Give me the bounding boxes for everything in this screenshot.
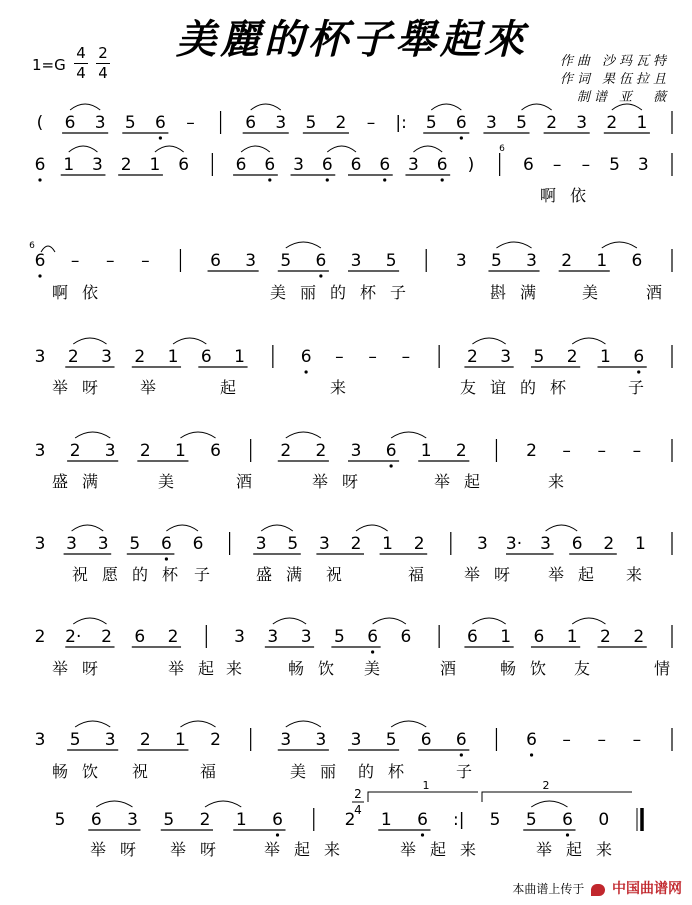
note: 1 xyxy=(175,730,186,750)
slur xyxy=(327,146,356,152)
note: 3 xyxy=(34,730,46,750)
note: 2 xyxy=(335,113,347,133)
lyric: 子 xyxy=(628,378,659,397)
lyric: 友谊的杯 xyxy=(460,378,581,397)
note: 5 xyxy=(69,730,81,750)
lyric: 祝 xyxy=(132,762,163,781)
octave-dot xyxy=(566,833,569,836)
lyric: 来 xyxy=(548,472,579,491)
note: 3 xyxy=(127,810,138,830)
lyric: 福 xyxy=(200,762,231,781)
notation-symbol: – xyxy=(562,730,571,750)
note: 2 xyxy=(120,155,132,175)
time-signature-2-4: 2 4 xyxy=(96,46,110,81)
note: 3 xyxy=(526,251,537,271)
lyric: 举呀 xyxy=(312,472,373,491)
page-title: 美麗的杯子舉起來 xyxy=(176,16,528,63)
note: 6 xyxy=(436,155,448,175)
slur xyxy=(73,618,106,624)
note: 3 xyxy=(34,534,46,554)
lyric: 举呀 xyxy=(52,659,113,678)
note: 1 xyxy=(500,627,512,647)
composer-credit: 作曲 沙玛瓦特 xyxy=(559,54,670,69)
lyric: 举呀 xyxy=(90,840,151,859)
lyric: 举呀 xyxy=(170,840,231,859)
note: 1 xyxy=(600,347,611,367)
slur xyxy=(96,801,132,807)
slur xyxy=(431,104,461,110)
slur xyxy=(572,338,605,344)
notation-symbol: – xyxy=(562,441,571,461)
note: 3 xyxy=(97,534,109,554)
footer xyxy=(512,878,682,898)
note: 6 xyxy=(367,627,379,647)
lyric: 酒 xyxy=(440,659,471,678)
note: 2 xyxy=(350,534,362,554)
note: 3 xyxy=(34,441,46,461)
note: 2 xyxy=(606,113,618,133)
note: 3 xyxy=(92,155,103,175)
note: 3 xyxy=(293,155,304,175)
lyric: 子 xyxy=(456,762,487,781)
note: 6 xyxy=(533,627,545,647)
note: 2 xyxy=(561,251,573,271)
slur xyxy=(612,104,642,110)
note: 5 xyxy=(516,113,527,133)
note: 6 xyxy=(321,155,333,175)
notation-symbol: – xyxy=(632,441,642,461)
slur xyxy=(286,721,321,727)
note: 2 xyxy=(455,441,467,461)
octave-dot xyxy=(637,370,640,373)
note: 2 xyxy=(413,534,425,554)
lyric: 举起 xyxy=(548,565,609,584)
note: 3 xyxy=(540,534,552,554)
note: 6 xyxy=(571,534,583,554)
lyric: 酒 xyxy=(236,472,267,491)
grace-note: 6 xyxy=(29,241,35,251)
octave-dot xyxy=(460,753,463,756)
key-signature: 1=G xyxy=(32,56,66,74)
lyric: 友 xyxy=(574,659,605,678)
note: 6 xyxy=(34,155,46,175)
note: 2 xyxy=(344,810,356,830)
note: 3 xyxy=(408,155,419,175)
lyric: 举起 xyxy=(168,659,229,678)
note: 2 xyxy=(467,347,478,367)
note: 6 xyxy=(467,627,478,647)
lyric: 啊依 xyxy=(540,186,601,205)
octave-dot xyxy=(326,178,329,181)
slur xyxy=(173,338,206,344)
note: 3 xyxy=(234,627,245,647)
lyric: 啊依 xyxy=(52,283,113,302)
slur xyxy=(531,801,567,807)
octave-dot xyxy=(165,557,168,560)
note: 1 xyxy=(175,441,186,461)
lyric: 美 xyxy=(158,472,189,491)
note: 3 xyxy=(104,441,116,461)
lyric: 酒 xyxy=(646,283,677,302)
note: 3 xyxy=(318,534,330,554)
note: 6 xyxy=(633,347,645,367)
lyric: 子 xyxy=(194,565,225,584)
note: 1 xyxy=(235,810,247,830)
arranger-credit: 制谱 亚 薇 xyxy=(576,90,670,105)
note: 2 xyxy=(566,347,578,367)
note: 6 xyxy=(385,441,397,461)
lyric: 美 xyxy=(364,659,395,678)
notation-symbol: ( xyxy=(36,113,44,133)
notation-symbol: – xyxy=(597,441,607,461)
slur xyxy=(73,338,106,344)
lyric: 美丽 xyxy=(290,762,351,781)
note: 2 xyxy=(315,441,327,461)
note: 5 xyxy=(525,810,537,830)
slur xyxy=(546,525,578,531)
note: 2 xyxy=(280,441,292,461)
note: 6 xyxy=(420,730,432,750)
note: 5 xyxy=(489,810,501,830)
lyric: 举呀 xyxy=(464,565,525,584)
octave-dot xyxy=(38,274,41,277)
slur xyxy=(273,618,306,624)
note: 3 xyxy=(350,251,362,271)
slur xyxy=(522,104,552,110)
note: 5 xyxy=(333,627,345,647)
note: 2 xyxy=(526,441,537,461)
lyric: 举起 xyxy=(434,472,495,491)
note: 6 xyxy=(210,441,221,461)
octave-dot xyxy=(371,650,374,653)
notation-symbol: – xyxy=(552,155,562,175)
slur xyxy=(286,242,321,248)
notation-symbol: |: xyxy=(395,113,407,133)
slur xyxy=(241,146,270,152)
note: 6 xyxy=(526,730,537,750)
note: 3 xyxy=(476,534,488,554)
notation-symbol: – xyxy=(366,113,376,133)
note: 2 xyxy=(546,113,558,133)
note: 3 xyxy=(255,534,267,554)
slur xyxy=(261,525,293,531)
note: 6 xyxy=(455,113,467,133)
note: 5 xyxy=(385,730,397,750)
note: 0 xyxy=(598,810,610,830)
note: 1 xyxy=(420,441,432,461)
slur xyxy=(572,618,605,624)
note: 2 xyxy=(101,627,112,647)
slur xyxy=(496,242,531,248)
note: 3 xyxy=(500,347,512,367)
note: 6 xyxy=(315,251,327,271)
note: 1 xyxy=(634,534,646,554)
octave-dot xyxy=(530,753,533,756)
note: 6 xyxy=(522,155,534,175)
lyric: 美 xyxy=(582,283,613,302)
note: 1 xyxy=(149,155,161,175)
notation-symbol: :| xyxy=(453,810,465,830)
note: 6 xyxy=(34,251,46,271)
note: 6 xyxy=(64,113,76,133)
note: 6 xyxy=(210,251,221,271)
notation-symbol: – xyxy=(581,155,591,175)
lyric: 畅饮 xyxy=(288,659,349,678)
octave-dot xyxy=(421,833,424,836)
note: 3 xyxy=(34,347,46,367)
slur xyxy=(472,618,505,624)
note: 5 xyxy=(385,251,397,271)
volta-number-1: 1 xyxy=(422,779,430,792)
note: 2 xyxy=(34,627,46,647)
time-signature-numerator: 2 xyxy=(354,787,362,801)
note: 1 xyxy=(636,113,648,133)
note: 3 xyxy=(637,155,649,175)
footer-brand: 中国曲谱网 xyxy=(612,881,682,897)
note: 5 xyxy=(609,155,620,175)
lyric: 起 xyxy=(220,378,251,397)
note: 3 xyxy=(101,347,112,367)
slur xyxy=(602,242,637,248)
slur xyxy=(70,104,100,110)
lyric: 福 xyxy=(408,565,439,584)
note: 1 xyxy=(380,810,392,830)
note: 1 xyxy=(596,251,608,271)
note: 3 xyxy=(455,251,467,271)
note: 2 xyxy=(139,441,151,461)
notation-symbol: – xyxy=(186,113,195,133)
slur xyxy=(180,721,215,727)
footer-text: 本曲谱上传于 xyxy=(512,882,585,896)
note: 3 xyxy=(300,627,312,647)
lyric: 畅饮 xyxy=(500,659,561,678)
note: 3 xyxy=(280,730,292,750)
note: 2 xyxy=(600,627,611,647)
time-signature-denominator: 4 xyxy=(354,803,362,817)
note: 6 xyxy=(154,113,166,133)
slur xyxy=(391,432,426,438)
note: 6 xyxy=(379,155,391,175)
note: 5 xyxy=(54,810,66,830)
note: 2· xyxy=(65,627,82,647)
lyric: 盛满 xyxy=(256,565,317,584)
note: 6 xyxy=(400,627,412,647)
lyric: 祝 xyxy=(326,565,357,584)
notation-symbol: – xyxy=(335,347,344,367)
slur xyxy=(251,104,281,110)
note: 5 xyxy=(491,251,502,271)
time-signature-4-4: 4 4 xyxy=(74,46,88,81)
note: 3 xyxy=(94,113,106,133)
note: 6 xyxy=(178,155,190,175)
lyric: 盛满 xyxy=(52,472,113,491)
notation-symbol: ) xyxy=(467,155,475,175)
slur xyxy=(155,146,184,152)
slur xyxy=(72,525,104,531)
note: 3 xyxy=(350,730,362,750)
note: 2 xyxy=(167,627,179,647)
note: 6 xyxy=(264,155,276,175)
note: 6 xyxy=(417,810,428,830)
note: 6 xyxy=(631,251,643,271)
slur xyxy=(69,146,98,152)
note: 3· xyxy=(505,534,523,554)
octave-dot xyxy=(268,178,271,181)
grace-note: 6 xyxy=(499,144,505,154)
note: 2 xyxy=(139,730,151,750)
lyric: 举起来 xyxy=(264,840,355,859)
octave-dot xyxy=(276,833,279,836)
note: 6 xyxy=(300,347,312,367)
slur xyxy=(180,432,215,438)
site-logo-icon xyxy=(591,884,605,896)
note: 6 xyxy=(90,810,102,830)
volta-bracket-1 xyxy=(368,792,478,802)
note: 6 xyxy=(160,534,172,554)
lyric: 祝愿的杯 xyxy=(72,565,193,584)
note: 6 xyxy=(272,810,283,830)
lyric: 举呀 xyxy=(52,378,113,397)
lyric: 斟满 xyxy=(490,283,551,302)
note: 3 xyxy=(245,251,257,271)
notation-symbol: – xyxy=(401,347,411,367)
note: 6 xyxy=(562,810,573,830)
octave-dot xyxy=(305,370,308,373)
note: 3 xyxy=(315,730,327,750)
slur xyxy=(75,432,110,438)
note: 3 xyxy=(66,534,78,554)
notation-symbol: – xyxy=(141,251,150,271)
note: 5 xyxy=(280,251,292,271)
slur xyxy=(286,432,321,438)
note: 5 xyxy=(129,534,141,554)
volta-bracket-2 xyxy=(482,792,632,802)
notation-symbol: – xyxy=(105,251,115,271)
note: 2 xyxy=(199,810,211,830)
note: 5 xyxy=(163,810,175,830)
octave-dot xyxy=(390,464,393,467)
note: 3 xyxy=(275,113,287,133)
octave-dot xyxy=(319,274,322,277)
lyric: 情 xyxy=(654,659,685,678)
note: 3 xyxy=(350,441,362,461)
note: 2 xyxy=(134,347,146,367)
slur xyxy=(472,338,505,344)
notation-symbol: – xyxy=(368,347,377,367)
lyric: 举起来 xyxy=(400,840,491,859)
slur xyxy=(391,721,426,727)
volta-number-2: 2 xyxy=(542,779,550,792)
octave-dot xyxy=(38,178,41,181)
note: 3 xyxy=(104,730,116,750)
note: 1 xyxy=(63,155,75,175)
note: 6 xyxy=(350,155,362,175)
note: 3 xyxy=(576,113,588,133)
note: 6 xyxy=(455,730,467,750)
note: 6 xyxy=(192,534,204,554)
note: 6 xyxy=(245,113,257,133)
lyric: 美丽的杯子 xyxy=(270,283,421,302)
note: 6 xyxy=(200,347,212,367)
note: 5 xyxy=(124,113,136,133)
lyric: 来 xyxy=(626,565,657,584)
octave-dot xyxy=(460,136,463,139)
note: 5 xyxy=(425,113,437,133)
lyric: 的杯 xyxy=(358,762,419,781)
lyricist-credit: 作词 果伍拉且 xyxy=(559,72,670,87)
slur xyxy=(75,721,110,727)
slur xyxy=(373,618,406,624)
notation-symbol: – xyxy=(597,730,607,750)
note: 6 xyxy=(235,155,247,175)
note: 5 xyxy=(287,534,299,554)
note: 6 xyxy=(134,627,146,647)
note: 2 xyxy=(210,730,221,750)
lyric: 举起来 xyxy=(536,840,627,859)
lyric: 举 xyxy=(140,378,171,397)
note: 1 xyxy=(382,534,394,554)
note: 1 xyxy=(167,347,179,367)
notation-symbol: – xyxy=(632,730,642,750)
lyric: 来 xyxy=(330,378,361,397)
note: 2 xyxy=(603,534,615,554)
slur xyxy=(166,525,198,531)
notation-symbol: – xyxy=(70,251,80,271)
note: 1 xyxy=(234,347,245,367)
note: 2 xyxy=(633,627,645,647)
note: 3 xyxy=(267,627,279,647)
octave-dot xyxy=(383,178,386,181)
octave-dot xyxy=(159,136,162,139)
slur xyxy=(356,525,388,531)
slur xyxy=(205,801,241,807)
octave-dot xyxy=(441,178,444,181)
lyric: 畅饮 xyxy=(52,762,113,781)
lyric: 来 xyxy=(226,659,257,678)
note: 2 xyxy=(69,441,81,461)
note: 3 xyxy=(486,113,497,133)
note: 5 xyxy=(533,347,545,367)
note: 5 xyxy=(305,113,317,133)
note: 1 xyxy=(566,627,578,647)
slur xyxy=(413,146,442,152)
note: 2 xyxy=(67,347,79,367)
